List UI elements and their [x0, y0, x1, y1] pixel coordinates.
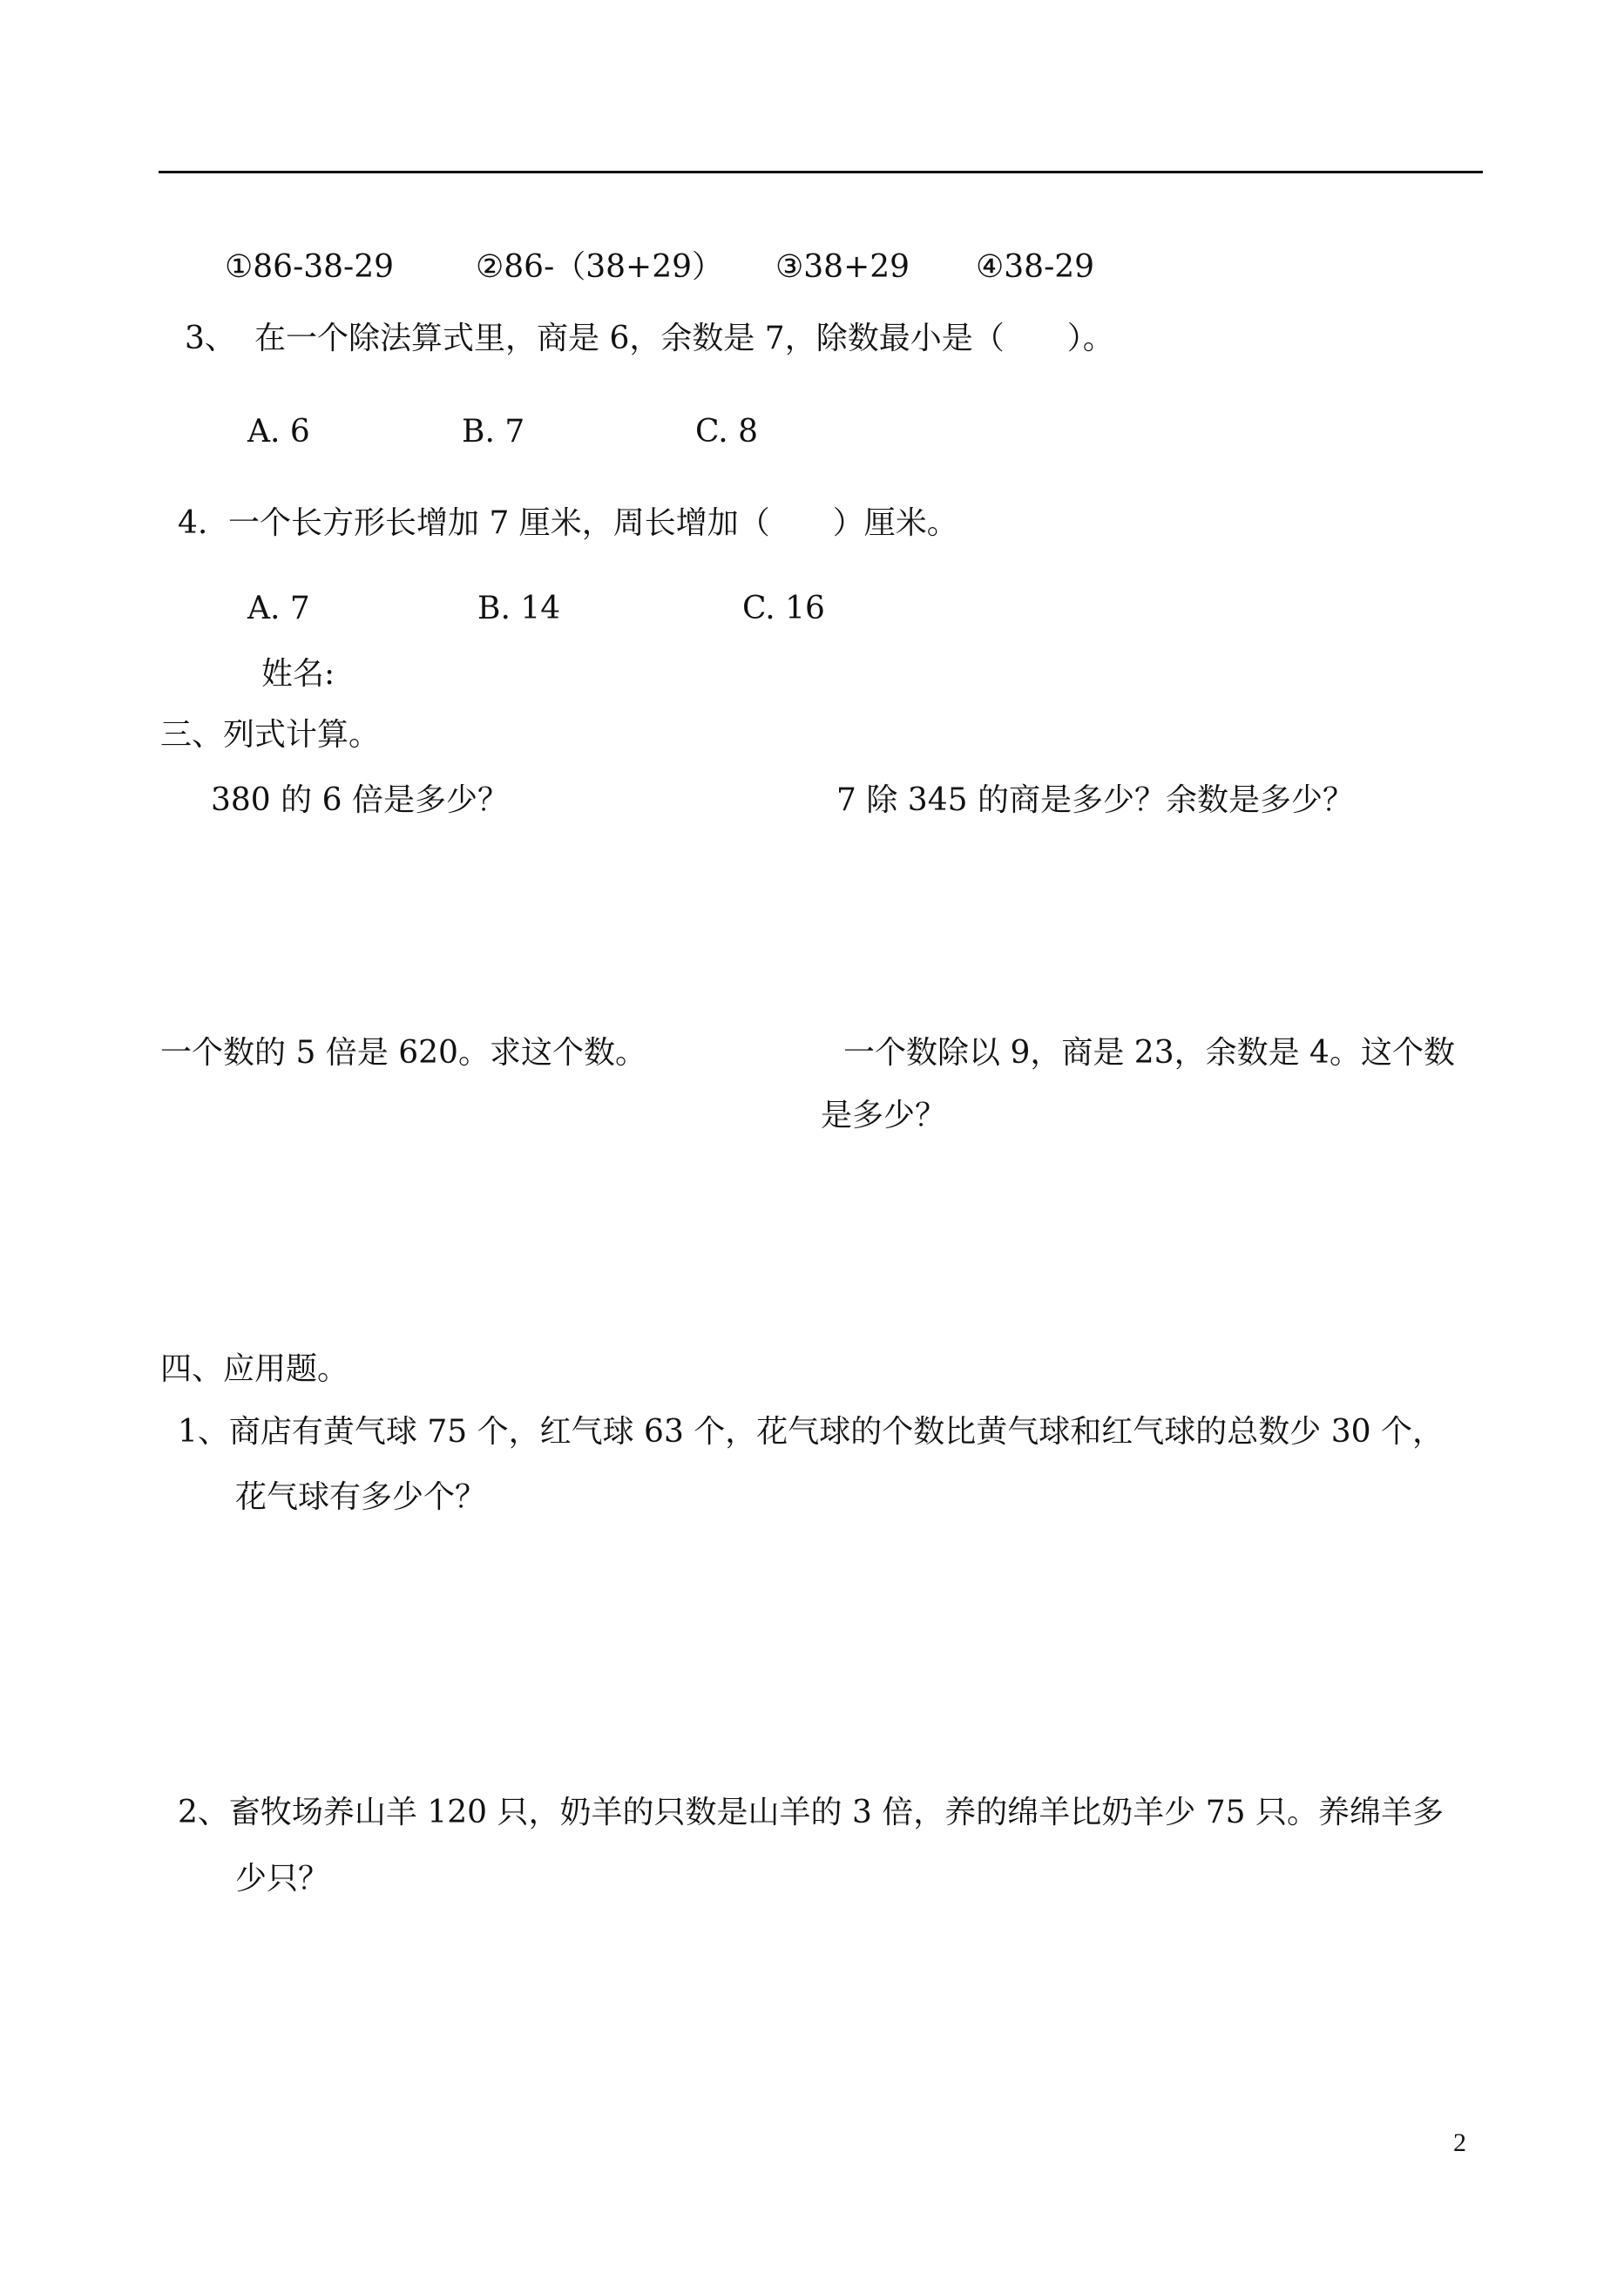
q4-number: 4.	[178, 505, 208, 541]
page-number: 2	[1453, 2128, 1466, 2157]
header-rule	[159, 171, 1483, 173]
section3-problem-4-line1: 一个数除以 9，商是 23，余数是 4。这个数	[843, 1035, 1455, 1071]
q4-option-c: C. 16	[742, 591, 825, 626]
q2-option-1: ①86-38-29	[225, 249, 395, 285]
q4-option-a: A. 7	[247, 591, 310, 626]
section3-problem-1: 380 的 6 倍是多少？	[211, 782, 509, 818]
section4-q1-line1: 1、商店有黄气球 75 个，红气球 63 个，花气球的个数比黄气球和红气球的总数少 30 个，	[178, 1414, 1444, 1450]
q2-option-2: ②86-（38+29）	[476, 249, 724, 285]
q4-text: 一个长方形长增加 7 厘米，周长增加（ ）厘米。	[228, 505, 958, 541]
section3-heading: 三、列式计算。	[160, 717, 381, 753]
q3-option-c: C. 8	[695, 414, 759, 450]
section3-problem-3: 一个数的 5 倍是 620。求这个数。	[160, 1035, 646, 1071]
section3-problem-4-line2: 是多少？	[821, 1098, 947, 1133]
q2-option-3: ③38+29	[775, 249, 910, 285]
q3-option-b: B. 7	[462, 414, 525, 450]
q2-option-4: ④38-29	[976, 249, 1095, 285]
section3-problem-2: 7 除 345 的商是多少？余数是多少？	[836, 782, 1354, 818]
q3-option-a: A. 6	[247, 414, 310, 450]
section4-heading: 四、应用题。	[160, 1351, 349, 1387]
q4-option-b: B. 14	[477, 591, 561, 626]
name-label: 姓名:	[261, 656, 335, 692]
section4-q1-line2: 花气球有多少个？	[235, 1479, 487, 1515]
q3-text: 在一个除法算式里，商是 6，余数是 7，除数最小是（ ）。	[254, 321, 1114, 356]
section4-q2-line1: 2、畜牧场养山羊 120 只，奶羊的只数是山羊的 3 倍，养的绵羊比奶羊少 75 只。养绵羊多	[178, 1795, 1444, 1830]
q3-number: 3、	[185, 321, 236, 356]
section4-q2-line2: 少只？	[235, 1861, 330, 1897]
